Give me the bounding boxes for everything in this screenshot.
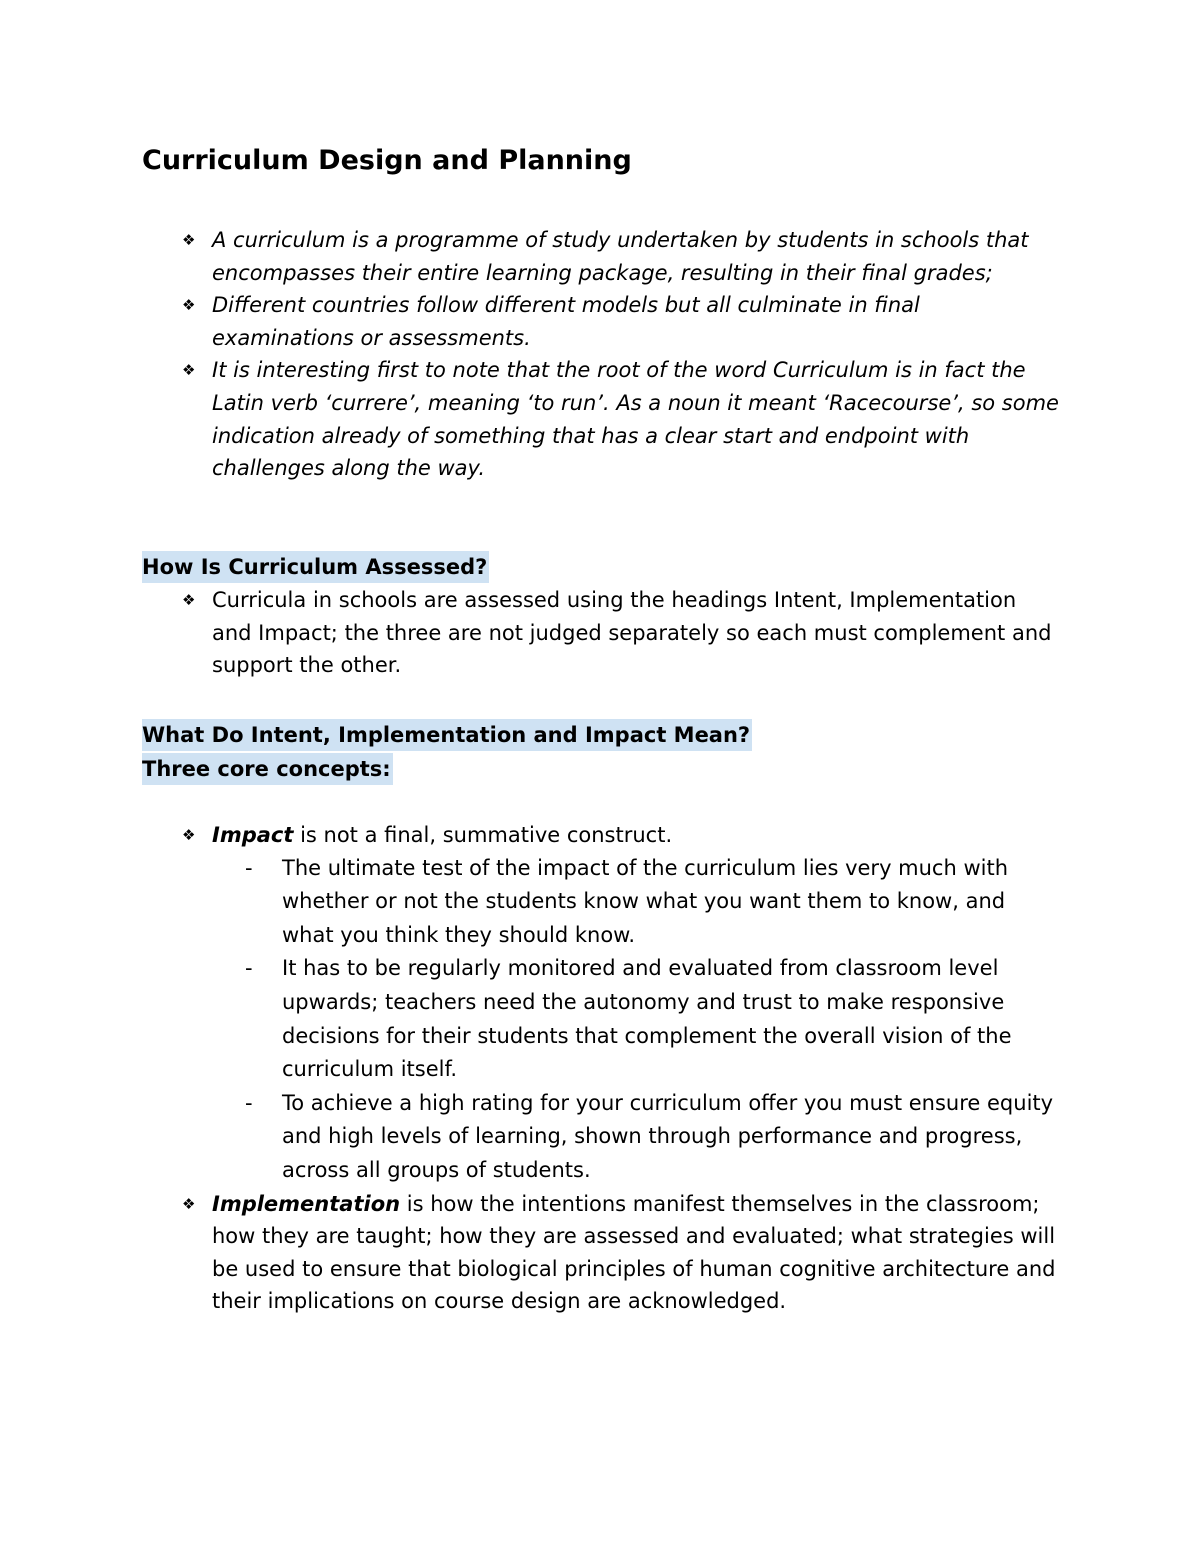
impact-sub-item	[245, 1087, 1062, 1188]
implementation-bullet-text	[212, 1192, 1055, 1314]
concepts-bullet-list	[0, 819, 1200, 1318]
impact-sub-text: To achieve a high rating for your curriculum offer you must ensure equity and high levels of learning, shown through performance and progress, across all groups of students.	[282, 1090, 1054, 1182]
diamond-bullet-icon: ❖	[182, 231, 196, 249]
implementation-term: Implementation	[212, 1191, 401, 1216]
assessed-bullet-item	[0, 584, 1062, 682]
intro-bullet-text: It is interesting first to note that the root of the word Curriculum is in fact the Latin verb ‘currere’, meaning ‘to run’. As a noun it meant ‘Racecourse’, so some indication already of something that has a clear start and endpoint with challenges along the way.	[212, 358, 1059, 481]
assessed-bullet-list	[0, 584, 1200, 682]
assessed-bullet-text: Curricula in schools are assessed using the headings Intent, Implementation and Impact; the three are not judged separately so each must complement and support the other.	[212, 588, 1052, 678]
dash-bullet-icon: -	[245, 956, 253, 981]
impact-sub-list	[212, 852, 1062, 1188]
section-heading-assessed: How Is Curriculum Assessed?	[142, 551, 489, 583]
section-heading-meaning: What Do Intent, Implementation and Impact Mean?	[142, 719, 752, 751]
intro-bullet-item	[0, 289, 1062, 354]
intro-bullet-item	[0, 354, 1062, 484]
impact-sub-item	[245, 852, 1062, 953]
section-subheading-core-concepts: Three core concepts:	[142, 753, 393, 785]
diamond-bullet-icon: ❖	[182, 296, 196, 315]
impact-sub-text: It has to be regularly monitored and evaluated from classroom level upwards; teachers need the autonomy and trust to make responsive decisions for their students that complement the overall vision of the curriculum itself.	[282, 956, 1012, 1082]
diamond-bullet-icon: ❖	[182, 361, 196, 380]
implementation-bullet-item	[0, 1188, 1062, 1318]
dash-bullet-icon: -	[245, 1090, 253, 1115]
intro-bullet-item	[0, 224, 1062, 289]
impact-sub-item	[245, 952, 1062, 1086]
intro-bullet-text: Different countries follow different models but all culminate in final examinations or assessments.	[212, 293, 920, 350]
impact-bullet-item	[0, 819, 1062, 1188]
impact-description: is not a final, summative construct.	[293, 823, 673, 847]
diamond-bullet-icon: ❖	[182, 591, 196, 609]
intro-bullet-text: A curriculum is a programme of study undertaken by students in schools that encompasses their entire learning package, resulting in their final grades;	[212, 228, 1029, 285]
impact-term: Impact	[212, 823, 294, 847]
implementation-description: is how the intentions manifest themselves in the classroom; how they are taught; how they are assessed and evaluated; what strategies will be used to ensure that biological principles of human cognitive architecture and their implications on course design are acknowledged.	[212, 1191, 1056, 1314]
intro-bullet-list	[0, 224, 1200, 485]
dash-bullet-icon: -	[245, 855, 253, 880]
diamond-bullet-icon: ❖	[182, 826, 196, 844]
impact-sub-text: The ultimate test of the impact of the curriculum lies very much with whether or not the students know what you want them to know, and what you think they should know.	[282, 855, 1009, 947]
impact-bullet-text	[212, 823, 672, 847]
diamond-bullet-icon: ❖	[182, 1194, 196, 1213]
document-title: Curriculum Design and Planning	[142, 145, 632, 176]
